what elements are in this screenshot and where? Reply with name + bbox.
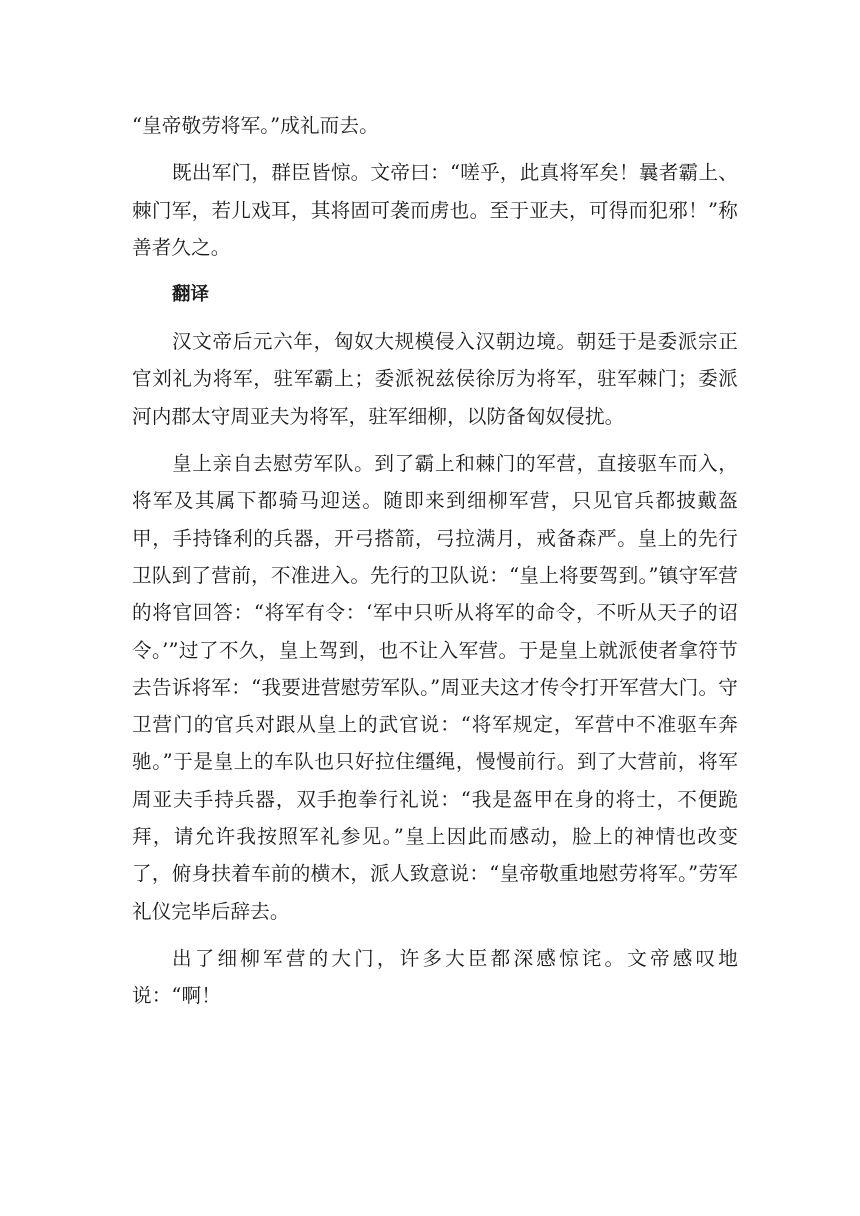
paragraph-translation-2: 皇上亲自去慰劳军队。到了霸上和棘门的军营，直接驱车而入，将军及其属下都骑马迎送。随即来到细柳军营，只见官兵都披戴盔甲，手持锋利的兵器，开弓搭箭，弓拉满月，戒备森严。皇上的先行卫队到了营前，不准进入。先行的卫队说：“皇上将要驾到。”镇守军营的将官回答：“将军有令：‘军中只听从将军的命令，不听从天子的诏令。’”过了不久，皇上驾到，也不让入军营。于是皇上就派使者拿符节去告诉将军：“我要进营慰劳军队。”周亚夫这才传令打开军营大门。守卫营门的官兵对跟从皇上的武官说：“将军规定，军营中不准驱车奔驰。”于是皇上的车队也只好拉住缰绳，慢慢前行。到了大营前，将军周亚夫手持兵器，双手抱拳行礼说：“我是盔甲在身的将士，不便跪拜，请允许我按照军礼参见。”皇上因此而感动，脸上的神情也改变了，俯身扶着车前的横木，派人致意说：“皇帝敬重地慰劳将军。”劳军礼仪完毕后辞去。: [132, 452, 738, 923]
paragraph-continuation: “皇帝敬劳将军。”成礼而去。: [132, 114, 379, 137]
document-page: [132, 107, 738, 1015]
paragraph-original-ending: 既出军门，群臣皆惊。文帝曰：“嗟乎，此真将军矣！曩者霸上、棘门军，若儿戏耳，其将固可袭而虏也。至于亚夫，可得而犯邪！”称善者久之。: [132, 161, 738, 259]
paragraph-translation-3: 出了细柳军营的大门，许多大臣都深感惊诧。文帝感叹地说：“啊！: [132, 946, 738, 1008]
section-heading-translation: 翻译: [172, 284, 210, 306]
paragraph-translation-1: 汉文帝后元六年，匈奴大规模侵入汉朝边境。朝廷于是委派宗正官刘礼为将军，驻军霸上；委派祝兹侯徐厉为将军，驻军棘门；委派河内郡太守周亚夫为将军，驻军细柳，以防备匈奴侵扰。: [132, 330, 738, 428]
